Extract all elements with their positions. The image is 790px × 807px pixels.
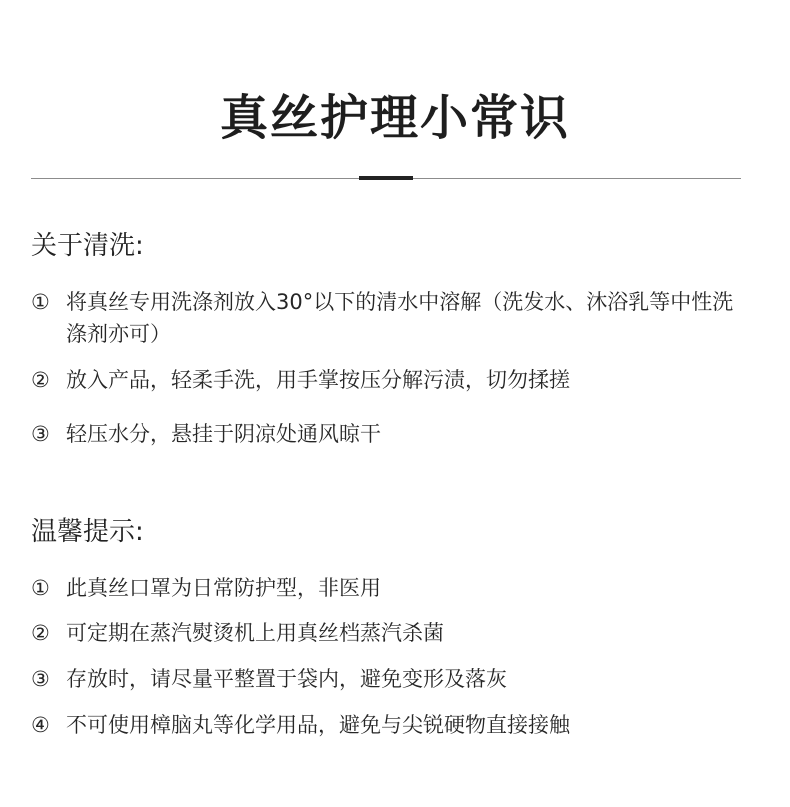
item-number: ③: [31, 667, 50, 691]
item-text: 可定期在蒸汽熨烫机上用真丝档蒸汽杀菌: [66, 621, 444, 645]
list-item: [31, 418, 751, 450]
item-number: ②: [31, 368, 50, 392]
item-text: 此真丝口罩为日常防护型，非医用: [66, 576, 381, 600]
item-text: 存放时，请尽量平整置于袋内，避免变形及落灰: [66, 667, 507, 691]
item-number: ①: [31, 576, 50, 600]
item-number: ③: [31, 422, 50, 446]
washing-heading: 关于清洗:: [31, 231, 144, 261]
item-number: ①: [31, 290, 50, 314]
list-item: [31, 286, 751, 350]
list-item: [31, 709, 751, 741]
page-title: 真丝护理小常识: [219, 90, 570, 146]
item-text: 不可使用樟脑丸等化学用品，避免与尖锐硬物直接接触: [66, 713, 570, 737]
list-item: [31, 572, 751, 604]
tips-heading: 温馨提示:: [31, 517, 144, 547]
item-text: 将真丝专用洗涤剂放入30°以下的清水中溶解（洗发水、沐浴乳等中性洗涤剂亦可）: [66, 290, 734, 346]
list-item: [31, 663, 751, 695]
item-text: 轻压水分，悬挂于阴凉处通风晾干: [66, 422, 381, 446]
item-number: ②: [31, 621, 50, 645]
list-item: [31, 617, 751, 649]
title-divider-accent: [359, 176, 413, 180]
list-item: [31, 364, 751, 396]
item-number: ④: [31, 713, 50, 737]
item-text: 放入产品，轻柔手洗，用手掌按压分解污渍，切勿揉搓: [66, 368, 570, 392]
